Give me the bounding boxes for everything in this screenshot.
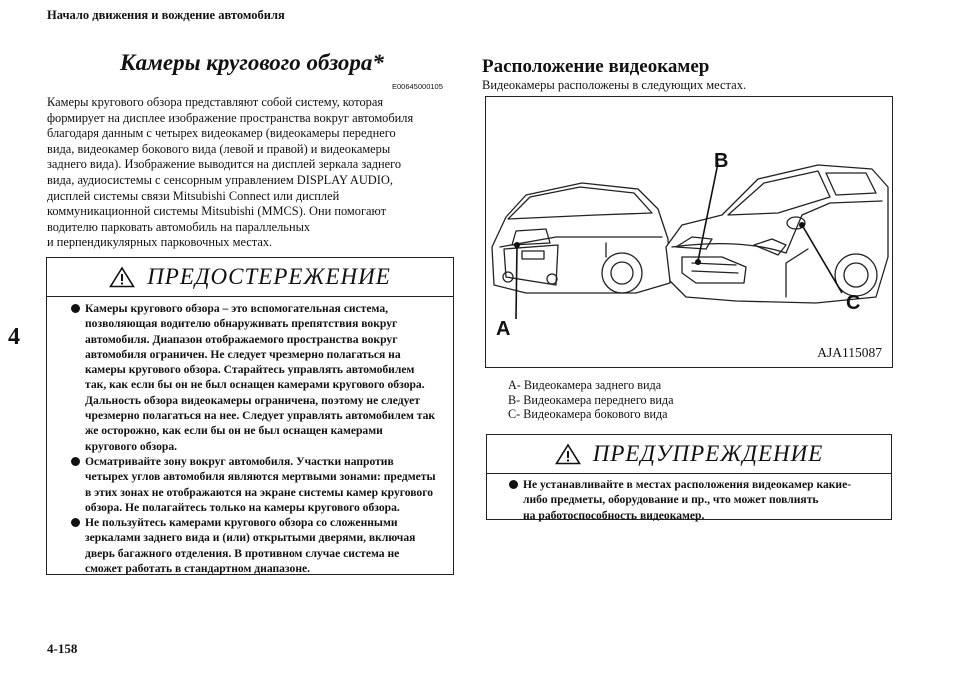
warning-item-line: так, как если бы он не был оснащен камерами кругового обзора. xyxy=(85,378,425,392)
warning-item-line: сможет работать в стандартном диапазоне. xyxy=(85,562,311,576)
caution-item-line: либо предметы, оборудование и пр., что может повлиять xyxy=(523,493,819,507)
legend-item: C- Видеокамера бокового вида xyxy=(508,407,668,421)
bullet-icon xyxy=(71,518,80,527)
body-line: формирует на дисплее изображение пространства вокруг автомобиля xyxy=(47,110,414,125)
caution-triangle-icon xyxy=(555,443,581,465)
caution-box xyxy=(486,434,892,520)
warning-item-line: Камеры кругового обзора – это вспомогательная система, xyxy=(85,302,389,315)
warning-item xyxy=(85,515,453,576)
warning-triangle-icon xyxy=(109,266,135,288)
warning-item-line: чрезмерно полагаться на нее. Следует управлять автомобилем так xyxy=(85,409,436,423)
warning-item-line: автомобиля. Диапазон отображаемого пространства вокруг xyxy=(85,332,398,346)
camera-label-c: C xyxy=(846,292,861,314)
warning-item-line: в этих зонах не отображаются на экране системы камер кругового xyxy=(85,485,434,499)
camera-legend xyxy=(508,378,674,422)
caution-title: ПРЕДУПРЕЖДЕНИЕ xyxy=(592,441,824,466)
warning-item-line: же осторожно, как если бы он не был оснащен камерами xyxy=(85,424,383,438)
warning-item xyxy=(85,454,453,515)
section-body xyxy=(47,95,462,251)
body-line: водителю парковать автомобиль на параллельных xyxy=(47,219,311,234)
body-line: дисплей системы связи Mitsubishi Connect или дисплей xyxy=(47,188,340,203)
caution-item xyxy=(523,477,891,523)
chapter-number: 4 xyxy=(8,324,20,350)
warning-header xyxy=(47,258,453,297)
warning-item-line: зеркалами заднего вида и (или) открытыми дверями, включая xyxy=(85,531,416,545)
body-line: заднего вида). Изображение выводится на дисплей зеркала заднего xyxy=(47,157,402,172)
cameras-location-intro: Видеокамеры расположены в следующих местах. xyxy=(482,78,747,92)
warning-item xyxy=(85,301,453,454)
body-line: коммуникационной системы Mitsubishi (MMCS). Они помогают xyxy=(47,204,387,219)
warning-item-line: Осматривайте зону вокруг автомобиля. Участки напротив xyxy=(85,454,394,468)
bullet-icon xyxy=(71,457,80,466)
warning-item-line: камеры кругового обзора. Старайтесь управлять автомобилем xyxy=(85,363,415,377)
caution-item-line: на работоспособность видеокамер. xyxy=(523,508,705,522)
warning-item-line: позволяющая водителю обнаруживать препятствия вокруг xyxy=(85,317,398,331)
camera-label-a: A xyxy=(496,318,511,340)
warning-item-line: Не пользуйтесь камерами кругового обзора со сложенными xyxy=(85,516,398,530)
warning-title: ПРЕДОСТЕРЕЖЕНИЕ xyxy=(147,264,391,289)
body-line: вида, видеокамер бокового вида (левой и правой) и видеокамеры xyxy=(47,141,391,156)
warning-item-line: Дальность обзора видеокамеры ограничена, поэтому не следует xyxy=(85,393,420,407)
camera-label-b: B xyxy=(714,150,729,172)
caution-item-line: Не устанавливайте в местах расположения видеокамер какие- xyxy=(523,478,852,491)
body-line: Камеры кругового обзора представляют собой систему, которая xyxy=(47,95,384,109)
warning-item-line: четырех углов автомобиля являются мертвыми зонами: предметы xyxy=(85,470,436,484)
warning-box xyxy=(46,257,454,575)
caution-list xyxy=(487,474,891,523)
body-line: и перпендикулярных парковочных местах. xyxy=(47,235,273,250)
warning-item-line: дверь багажного отделения. В противном случае система не xyxy=(85,546,400,560)
warning-item-line: кругового обзора. xyxy=(85,439,178,453)
figure-code: AJA115087 xyxy=(817,345,882,360)
legend-item: B- Видеокамера переднего вида xyxy=(508,392,674,407)
cameras-figure xyxy=(485,96,893,368)
section-code: E00645000105 xyxy=(392,82,443,91)
warning-item-line: обзора. Не полагайтесь только на камеры кругового обзора. xyxy=(85,500,400,514)
page-number: 4-158 xyxy=(47,641,78,656)
body-line: вида, аудиосистемы с сенсорным управлением DISPLAY AUDIO, xyxy=(47,172,393,187)
body-line: благодаря данным с четырех видеокамер (видеокамеры переднего xyxy=(47,126,396,141)
running-header: Начало движения и вождение автомобиля xyxy=(47,8,285,22)
warning-list xyxy=(47,297,453,576)
warning-item-line: автомобиля ограничен. Не следует чрезмерно полагаться на xyxy=(85,347,401,361)
cameras-location-title: Расположение видеокамер xyxy=(482,56,710,77)
section-title: Камеры кругового обзора* xyxy=(120,50,384,75)
caution-header xyxy=(487,435,891,474)
bullet-icon xyxy=(71,304,80,313)
legend-item: A- Видеокамера заднего вида xyxy=(508,378,662,392)
car-illustration xyxy=(486,97,892,367)
bullet-icon xyxy=(509,480,518,489)
